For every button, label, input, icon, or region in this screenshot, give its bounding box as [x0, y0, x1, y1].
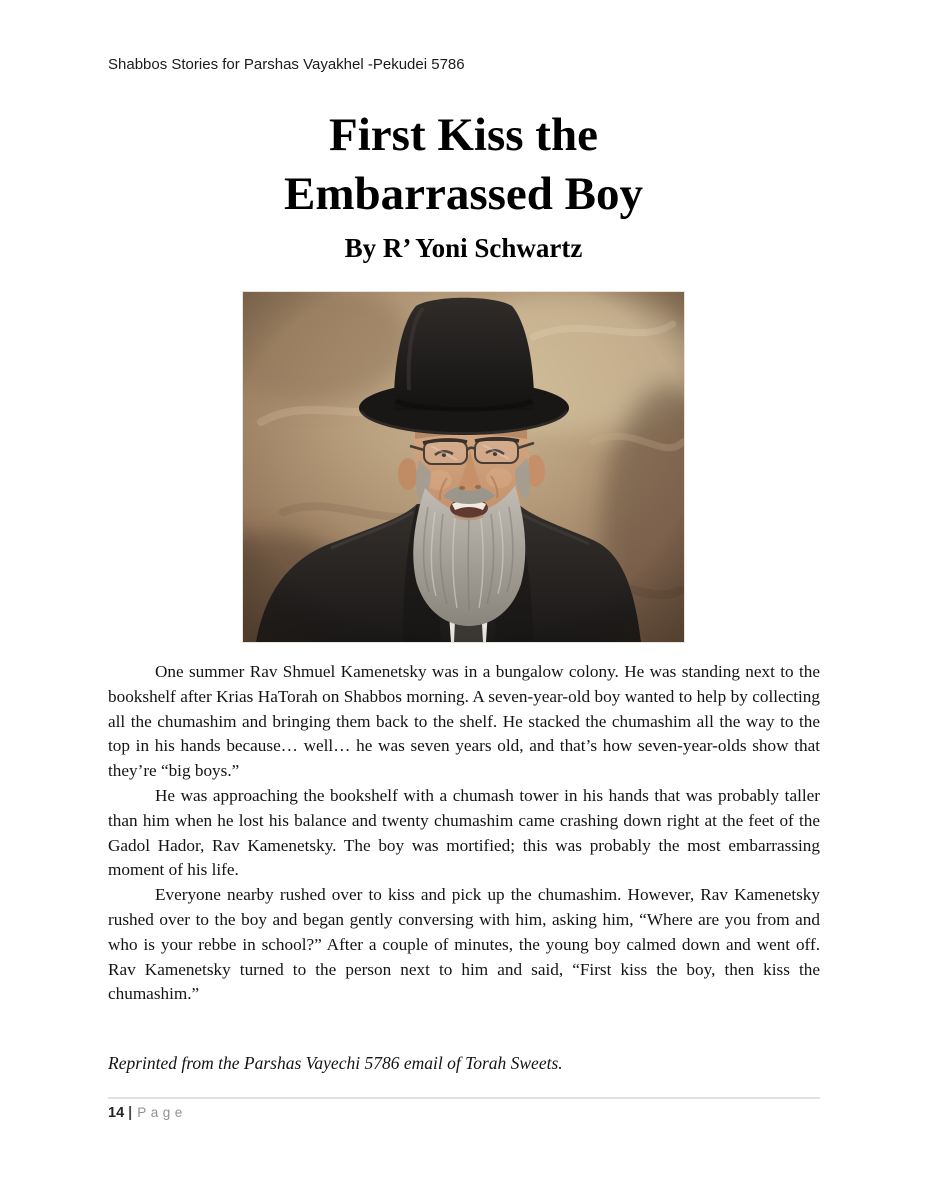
story-paragraph: Everyone nearby rushed over to kiss and pick up the chumashim. However, Rav Kamenetsky rushed over to the boy and began gently conversing with him, asking him, “Where are you from and who is your rebbe in school?” After a couple of minutes, the young boy calmed down and went off. Rav Kamenetsky turned to the person next to him and said, “First kiss the boy, then kiss the chumashim.”	[108, 885, 820, 1004]
page-label: Page	[137, 1105, 187, 1120]
story-body	[108, 660, 820, 1007]
footer-divider	[108, 1097, 820, 1099]
page-number: 14	[108, 1105, 125, 1121]
page-title-line-2: Embarrassed Boy	[283, 168, 644, 220]
byline: By R’ Yoni Schwartz	[344, 233, 583, 263]
portrait-illustration	[243, 292, 684, 642]
reprint-note: Reprinted from the Parshas Vayechi 5786 email of Torah Sweets.	[108, 1053, 563, 1073]
document-header: Shabbos Stories for Parshas Vayakhel -Pekudei 5786	[108, 56, 465, 73]
footer-separator: |	[128, 1105, 133, 1121]
story-paragraph: One summer Rav Shmuel Kamenetsky was in a bungalow colony. He was standing next to the bookshelf after Krias HaTorah on Shabbos morning. A seven-year-old boy wanted to help by collecting all the chumashim and bringing them back to the shelf. He stacked the chumashim all the way to the top in his hands because… well… he was seven years old, and that’s how seven-year-olds show that they’re “big boys.”	[108, 662, 820, 781]
vignette	[243, 292, 684, 642]
portrait-image	[243, 292, 684, 642]
page-title	[0, 106, 927, 224]
page-footer	[108, 1105, 187, 1121]
story-paragraph: He was approaching the bookshelf with a chumash tower in his hands that was probably taller than him when he lost his balance and twenty chumashim came crashing down right at the feet of the Gadol Hador, Rav Kamenetsky. The boy was mortified; this was probably the most embarrassing moment of his life.	[108, 785, 820, 880]
page-title-line-1: First Kiss the	[329, 109, 598, 161]
